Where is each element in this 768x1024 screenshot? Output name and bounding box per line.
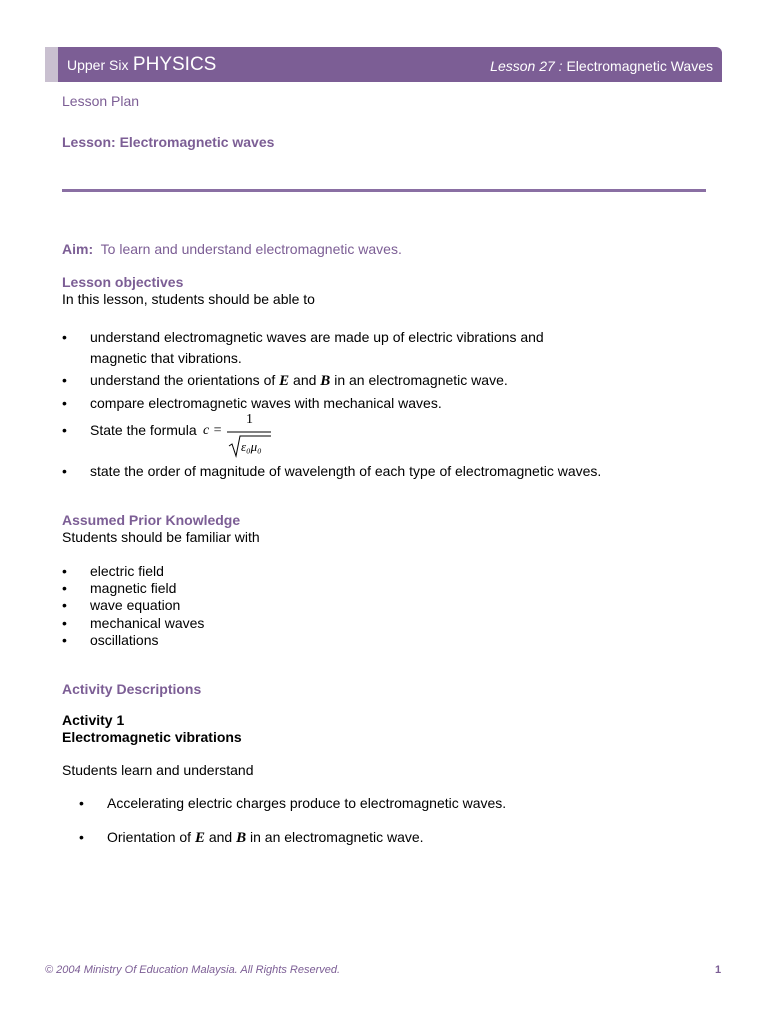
header-separator: : bbox=[558, 58, 563, 74]
symbol-b: B bbox=[320, 373, 331, 389]
bullet-icon: • bbox=[62, 329, 67, 345]
bullet-icon: • bbox=[62, 580, 67, 596]
header-lesson-number: Lesson 27 bbox=[490, 58, 555, 74]
lesson-plan-label: Lesson Plan bbox=[62, 93, 140, 109]
activity-label: Activity 1 bbox=[62, 712, 125, 728]
bullet-icon: • bbox=[62, 463, 67, 479]
footer-page-number: 1 bbox=[715, 964, 722, 976]
activity-intro: Students learn and understand bbox=[62, 762, 254, 778]
prior-knowledge-heading: Assumed Prior Knowledge bbox=[62, 512, 241, 528]
bullet-icon: • bbox=[62, 395, 67, 411]
bullet-icon: • bbox=[62, 372, 67, 388]
bullet-icon: • bbox=[79, 795, 84, 811]
header-lesson-title: Electromagnetic Waves bbox=[566, 58, 713, 74]
bullet-icon: • bbox=[62, 563, 67, 579]
bullet-icon: • bbox=[62, 632, 67, 648]
symbol-e: E bbox=[279, 373, 290, 389]
lesson-title: Lesson: Electromagnetic waves bbox=[62, 134, 275, 150]
aim-label: Aim: bbox=[62, 241, 94, 257]
bullet-icon: • bbox=[62, 422, 67, 438]
formula-denominator: ε₀μ₀ bbox=[241, 439, 262, 454]
symbol-e: E bbox=[194, 830, 205, 846]
title-divider bbox=[62, 189, 706, 192]
header-lesson bbox=[490, 58, 713, 74]
header-subject: PHYSICS bbox=[132, 54, 217, 75]
prior-knowledge-intro: Students should be familiar with bbox=[62, 529, 260, 545]
bullet-icon: • bbox=[79, 829, 84, 845]
header-prefix: Upper Six bbox=[67, 57, 129, 73]
aim-line bbox=[62, 241, 402, 258]
header-course bbox=[67, 54, 216, 76]
symbol-b: B bbox=[236, 830, 247, 846]
speed-of-light-formula bbox=[203, 412, 283, 460]
page-header-bar bbox=[45, 47, 722, 82]
formula-lhs: c = bbox=[203, 423, 223, 438]
activity-title: Electromagnetic vibrations bbox=[62, 729, 242, 745]
objectives-heading: Lesson objectives bbox=[62, 274, 184, 290]
formula-numerator: 1 bbox=[246, 412, 253, 427]
aim-text: To learn and understand electromagnetic waves. bbox=[100, 241, 402, 257]
objectives-intro: In this lesson, students should be able to bbox=[62, 291, 315, 307]
bullet-icon: • bbox=[62, 615, 67, 631]
activity-descriptions-heading: Activity Descriptions bbox=[62, 681, 202, 697]
footer-copyright: © 2004 Ministry Of Education Malaysia. All Rights Reserved. bbox=[45, 964, 341, 976]
bullet-icon: • bbox=[62, 597, 67, 613]
header-stripe bbox=[45, 47, 58, 82]
